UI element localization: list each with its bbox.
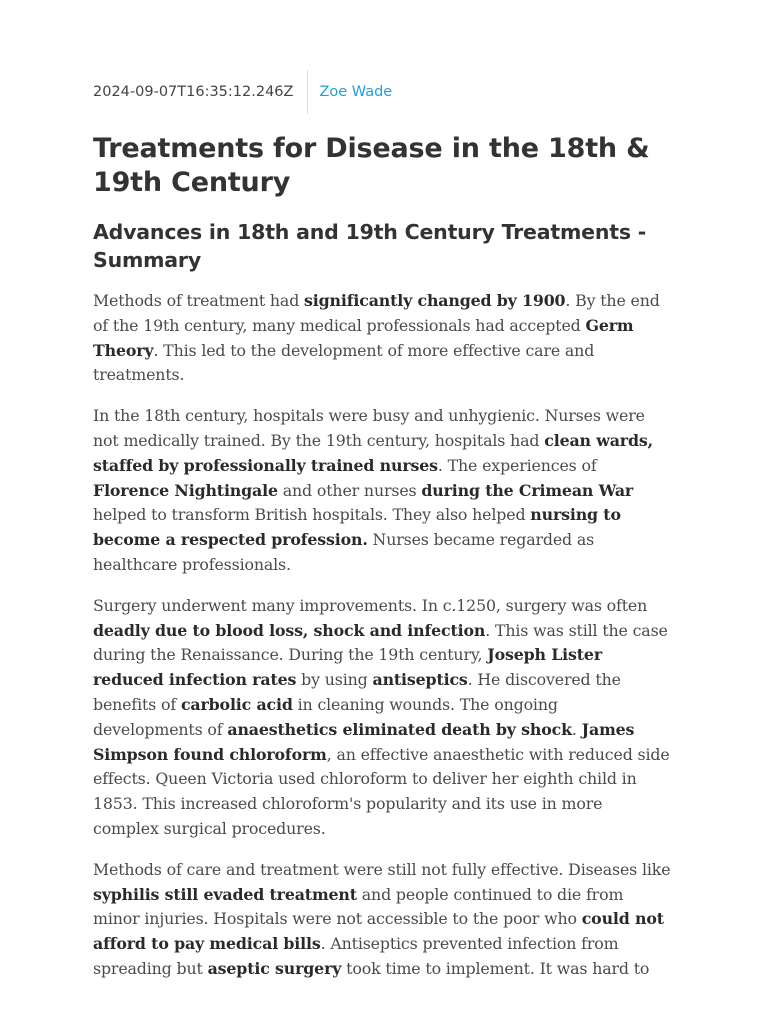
article-meta [93,70,672,114]
paragraph-4: Methods of care and treatment were still not fully effective. Diseases like syphilis still evaded treatment and people continued to die from minor injuries. Hospitals were not accessible to the poor who could not afford to pay medical bills. Antiseptics prevented infection from spreading but aseptic surgery took time to implement. It was hard to [93,859,671,978]
publish-date: 2024-09-07T16:35:12.246Z [93,70,308,114]
paragraph-2: In the 18th century, hospitals were busy and unhygienic. Nurses were not medically trained. By the 19th century, hospitals had clean wards, staffed by professionally trained nurses. The experiences of Florence Nightingale and other nurses during the Crimean War helped to transform British hospitals. They also helped nursing to become a respected profession. Nurses became regarded as healthcare professionals. [93,406,653,574]
article-title: Treatments for Disease in the 18th & 19th Century [93,133,650,198]
paragraph-1: Methods of treatment had significantly changed by 1900. By the end of the 19th century, many medical professionals had accepted Germ Theory. This led to the development of more effective care and treatments. [93,291,660,385]
paragraph-3: Surgery underwent many improvements. In c.1250, surgery was often deadly due to blood loss, shock and infection. This was still the case during the Renaissance. During the 19th century, Joseph Lister reduced infection rates by using antiseptics. He discovered the benefits of carbolic acid in cleaning wounds. The ongoing developments of anaesthetics eliminated death by shock. James Simpson found chloroform, an effective anaesthetic with reduced side effects. Queen Victoria used chloroform to deliver her eighth child in 1853. This increased chloroform's popularity and its use in more complex surgical procedures. [93,595,670,838]
author-link[interactable]: Zoe Wade [319,84,393,100]
article-subtitle: Advances in 18th and 19th Century Treatments - Summary [93,220,647,272]
